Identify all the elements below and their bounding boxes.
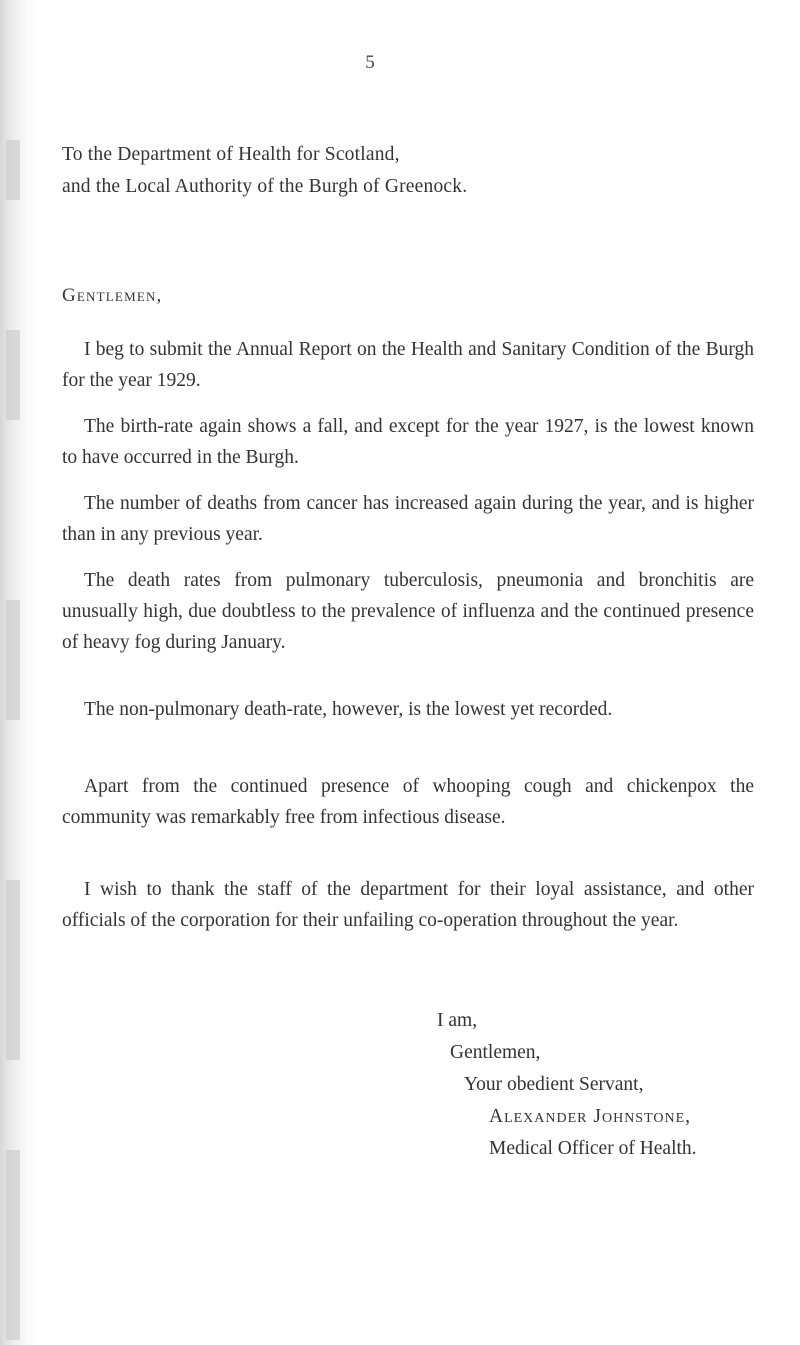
spine-mark <box>6 880 20 1060</box>
paragraph-non-pulmonary: The non-pulmonary death-rate, however, is the lowest yet recorded. <box>84 699 613 720</box>
closing-line-1: I am, <box>437 1010 478 1031</box>
spine-mark <box>6 600 20 720</box>
closing-line-2: Gentlemen, <box>450 1042 541 1063</box>
signature-name: Alexander Johnstone, <box>489 1106 692 1127</box>
spine-mark <box>6 330 20 420</box>
closing-line-3: Your obedient Servant, <box>464 1074 644 1095</box>
paragraph-death-rates: The death rates from pulmonary tuberculosis, pneumonia and bronchitis are unusually high, due doubtless to the prevalence of influenza and the continued presence of heavy fog during January. <box>62 570 754 653</box>
salutation: Gentlemen, <box>62 285 163 306</box>
address-line-1: To the Department of Health for Scotland, <box>62 144 400 165</box>
page-number: 5 <box>365 52 375 73</box>
spine-mark <box>6 1150 20 1340</box>
paragraph-cancer-deaths: The number of deaths from cancer has increased again during the year, and is higher than in any previous year. <box>62 493 754 545</box>
page-spine-shadow <box>0 0 38 1345</box>
spine-mark <box>6 140 20 200</box>
paragraph-infectious-disease: Apart from the continued presence of whooping cough and chickenpox the community was remarkably free from infectious disease. <box>62 776 754 828</box>
closing-block <box>437 1005 697 1165</box>
address-block <box>62 139 752 203</box>
signature-title: Medical Officer of Health. <box>489 1138 697 1159</box>
paragraph-birth-rate: The birth-rate again shows a fall, and except for the year 1927, is the lowest known to have occurred in the Burgh. <box>62 416 754 468</box>
paragraph-thanks: I wish to thank the staff of the department for their loyal assistance, and other officials of the corporation for their unfailing co-operation throughout the year. <box>62 879 754 931</box>
address-line-2: and the Local Authority of the Burgh of Greenock. <box>62 176 468 197</box>
paragraph-report-intro: I beg to submit the Annual Report on the Health and Sanitary Condition of the Burgh for the year 1929. <box>62 339 754 391</box>
